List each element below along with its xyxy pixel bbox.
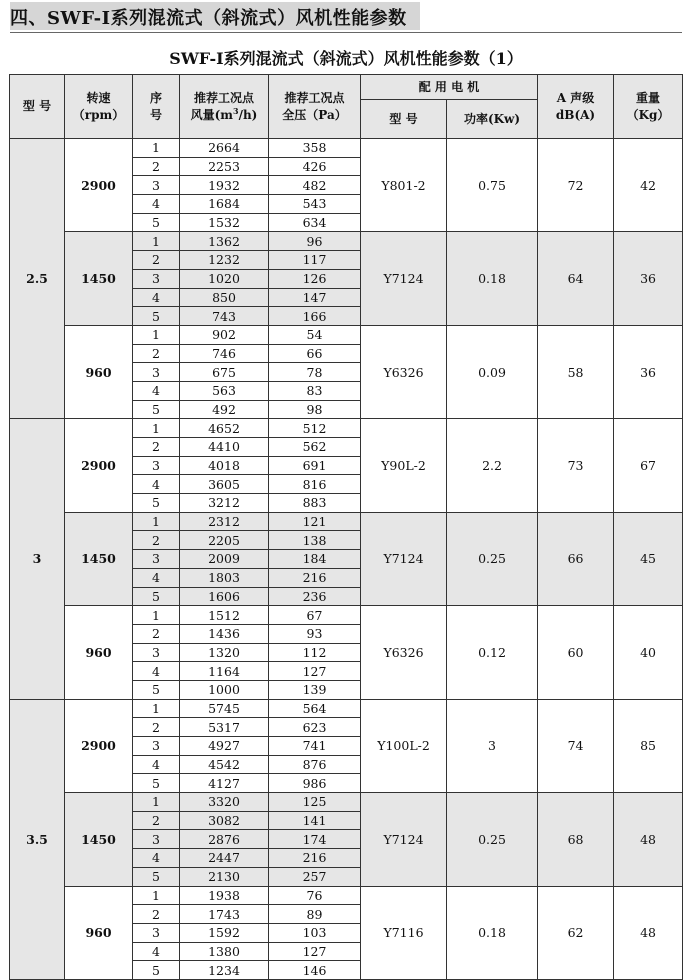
seq-cell: 5 (133, 867, 180, 886)
flow-cell: 850 (180, 288, 269, 307)
speed-cell: 1450 (65, 232, 133, 325)
flow-cell: 4542 (180, 755, 269, 774)
section-header (10, 2, 420, 30)
seq-cell: 4 (133, 475, 180, 494)
seq-cell: 2 (133, 438, 180, 457)
flow-cell: 746 (180, 344, 269, 363)
noise-level-cell: 66 (538, 512, 614, 605)
header-seq: 序 号 (133, 75, 180, 139)
table-row (10, 793, 683, 812)
seq-cell: 3 (133, 923, 180, 942)
flow-cell: 1000 (180, 680, 269, 699)
flow-cell: 5745 (180, 699, 269, 718)
pressure-cell: 358 (269, 139, 361, 158)
seq-cell: 2 (133, 157, 180, 176)
pressure-cell: 117 (269, 251, 361, 270)
pressure-cell: 98 (269, 400, 361, 419)
pressure-cell: 103 (269, 923, 361, 942)
table-body (10, 139, 683, 980)
flow-cell: 675 (180, 363, 269, 382)
motor-model-cell: Y100L-2 (361, 699, 447, 792)
pressure-cell: 121 (269, 512, 361, 531)
pressure-cell: 986 (269, 774, 361, 793)
pressure-cell: 623 (269, 718, 361, 737)
motor-model-cell: Y7116 (361, 886, 447, 979)
flow-cell: 1436 (180, 624, 269, 643)
pressure-cell: 78 (269, 363, 361, 382)
speed-cell: 960 (65, 886, 133, 979)
table-row (10, 699, 683, 718)
pressure-cell: 562 (269, 438, 361, 457)
noise-level-cell: 74 (538, 699, 614, 792)
seq-cell: 1 (133, 232, 180, 251)
header-row-1 (10, 75, 683, 100)
flow-cell: 1803 (180, 568, 269, 587)
motor-model-cell: Y801-2 (361, 139, 447, 232)
table-row (10, 139, 683, 158)
flow-cell: 1743 (180, 905, 269, 924)
seq-cell: 5 (133, 494, 180, 513)
pressure-cell: 141 (269, 811, 361, 830)
seq-cell: 2 (133, 251, 180, 270)
pressure-cell: 691 (269, 456, 361, 475)
flow-cell: 1606 (180, 587, 269, 606)
seq-cell: 1 (133, 512, 180, 531)
seq-cell: 1 (133, 699, 180, 718)
flow-cell: 1380 (180, 942, 269, 961)
weight-cell: 67 (614, 419, 683, 512)
flow-cell: 1164 (180, 662, 269, 681)
weight-cell: 40 (614, 606, 683, 699)
seq-cell: 5 (133, 307, 180, 326)
motor-power-cell: 2.2 (447, 419, 538, 512)
header-flow: 推荐工况点 风量$(m^3/h)$ (180, 75, 269, 139)
flow-cell: 5317 (180, 718, 269, 737)
header-speed: 转速 （rpm） (65, 75, 133, 139)
pressure-cell: 112 (269, 643, 361, 662)
model-size-cell: 3.5 (10, 699, 65, 979)
pressure-cell: 216 (269, 849, 361, 868)
seq-cell: 3 (133, 363, 180, 382)
noise-level-cell: 60 (538, 606, 614, 699)
flow-cell: 1512 (180, 606, 269, 625)
motor-power-cell: 3 (447, 699, 538, 792)
flow-cell: 3605 (180, 475, 269, 494)
pressure-cell: 54 (269, 325, 361, 344)
seq-cell: 2 (133, 905, 180, 924)
pressure-cell: 883 (269, 494, 361, 513)
header-motor-model: 型 号 (361, 100, 447, 139)
flow-cell: 1532 (180, 213, 269, 232)
seq-cell: 5 (133, 774, 180, 793)
flow-cell: 563 (180, 381, 269, 400)
pressure-cell: 426 (269, 157, 361, 176)
noise-level-cell: 62 (538, 886, 614, 979)
motor-model-cell: Y7124 (361, 793, 447, 886)
motor-model-cell: Y7124 (361, 232, 447, 325)
speed-cell: 2900 (65, 139, 133, 232)
pressure-cell: 216 (269, 568, 361, 587)
pressure-cell: 634 (269, 213, 361, 232)
seq-cell: 5 (133, 680, 180, 699)
pressure-cell: 166 (269, 307, 361, 326)
seq-cell: 3 (133, 830, 180, 849)
seq-cell: 2 (133, 718, 180, 737)
motor-power-cell: 0.25 (447, 793, 538, 886)
seq-cell: 2 (133, 811, 180, 830)
pressure-cell: 138 (269, 531, 361, 550)
noise-level-cell: 64 (538, 232, 614, 325)
pressure-cell: 76 (269, 886, 361, 905)
flow-cell: 1232 (180, 251, 269, 270)
flow-cell: 4927 (180, 737, 269, 756)
pressure-cell: 146 (269, 961, 361, 980)
header-weight: 重量 （Kg） (614, 75, 683, 139)
pressure-cell: 816 (269, 475, 361, 494)
fan-performance-table (9, 74, 683, 980)
noise-level-cell: 58 (538, 325, 614, 418)
flow-cell: 743 (180, 307, 269, 326)
weight-cell: 36 (614, 232, 683, 325)
seq-cell: 4 (133, 568, 180, 587)
seq-cell: 4 (133, 755, 180, 774)
motor-power-cell: 0.09 (447, 325, 538, 418)
seq-cell: 2 (133, 344, 180, 363)
table-row (10, 606, 683, 625)
noise-level-cell: 68 (538, 793, 614, 886)
speed-cell: 1450 (65, 793, 133, 886)
section-divider (10, 32, 682, 33)
flow-cell: 3082 (180, 811, 269, 830)
flow-cell: 4652 (180, 419, 269, 438)
section-title: 四、SWF-Ⅰ系列混流式（斜流式）风机性能参数 (10, 8, 407, 29)
speed-cell: 1450 (65, 512, 133, 605)
speed-cell: 960 (65, 606, 133, 699)
pressure-cell: 876 (269, 755, 361, 774)
seq-cell: 1 (133, 886, 180, 905)
flow-cell: 1234 (180, 961, 269, 980)
flow-cell: 4410 (180, 438, 269, 457)
table-row (10, 419, 683, 438)
seq-cell: 5 (133, 400, 180, 419)
header-pressure: 推荐工况点 全压（Pa） (269, 75, 361, 139)
flow-cell: 902 (180, 325, 269, 344)
motor-model-cell: Y6326 (361, 325, 447, 418)
header-motor: 配 用 电 机 (361, 75, 538, 100)
pressure-cell: 83 (269, 381, 361, 400)
seq-cell: 2 (133, 624, 180, 643)
flow-cell: 1362 (180, 232, 269, 251)
pressure-cell: 236 (269, 587, 361, 606)
pressure-cell: 125 (269, 793, 361, 812)
seq-cell: 4 (133, 195, 180, 214)
seq-cell: 3 (133, 456, 180, 475)
motor-power-cell: 0.18 (447, 886, 538, 979)
noise-level-cell: 72 (538, 139, 614, 232)
flow-cell: 2253 (180, 157, 269, 176)
motor-power-cell: 0.18 (447, 232, 538, 325)
speed-cell: 2900 (65, 699, 133, 792)
table-title: SWF-Ⅰ系列混流式（斜流式）风机性能参数（1） (169, 49, 523, 68)
flow-cell: 1938 (180, 886, 269, 905)
flow-cell: 4127 (180, 774, 269, 793)
pressure-cell: 139 (269, 680, 361, 699)
table-row (10, 232, 683, 251)
flow-cell: 2447 (180, 849, 269, 868)
flow-cell: 2312 (180, 512, 269, 531)
pressure-cell: 482 (269, 176, 361, 195)
pressure-cell: 127 (269, 662, 361, 681)
flow-cell: 3320 (180, 793, 269, 812)
motor-power-cell: 0.75 (447, 139, 538, 232)
pressure-cell: 543 (269, 195, 361, 214)
flow-cell: 492 (180, 400, 269, 419)
pressure-cell: 67 (269, 606, 361, 625)
header-motor-power: 功率(Kw) (447, 100, 538, 139)
model-size-cell: 3 (10, 419, 65, 699)
seq-cell: 4 (133, 288, 180, 307)
flow-cell: 2009 (180, 550, 269, 569)
motor-power-cell: 0.12 (447, 606, 538, 699)
seq-cell: 4 (133, 381, 180, 400)
weight-cell: 42 (614, 139, 683, 232)
seq-cell: 5 (133, 961, 180, 980)
seq-cell: 3 (133, 550, 180, 569)
seq-cell: 1 (133, 606, 180, 625)
seq-cell: 5 (133, 213, 180, 232)
pressure-cell: 126 (269, 269, 361, 288)
seq-cell: 1 (133, 139, 180, 158)
seq-cell: 1 (133, 419, 180, 438)
flow-cell: 1320 (180, 643, 269, 662)
pressure-cell: 564 (269, 699, 361, 718)
seq-cell: 1 (133, 325, 180, 344)
pressure-cell: 741 (269, 737, 361, 756)
motor-model-cell: Y90L-2 (361, 419, 447, 512)
pressure-cell: 147 (269, 288, 361, 307)
flow-cell: 2876 (180, 830, 269, 849)
pressure-cell: 184 (269, 550, 361, 569)
motor-model-cell: Y6326 (361, 606, 447, 699)
flow-cell: 2664 (180, 139, 269, 158)
pressure-cell: 89 (269, 905, 361, 924)
motor-power-cell: 0.25 (447, 512, 538, 605)
seq-cell: 4 (133, 942, 180, 961)
seq-cell: 5 (133, 587, 180, 606)
weight-cell: 36 (614, 325, 683, 418)
table-row (10, 512, 683, 531)
header-model: 型 号 (10, 75, 65, 139)
weight-cell: 85 (614, 699, 683, 792)
pressure-cell: 93 (269, 624, 361, 643)
seq-cell: 1 (133, 793, 180, 812)
seq-cell: 3 (133, 269, 180, 288)
flow-cell: 1592 (180, 923, 269, 942)
table-row (10, 325, 683, 344)
seq-cell: 3 (133, 737, 180, 756)
speed-cell: 2900 (65, 419, 133, 512)
flow-cell: 2130 (180, 867, 269, 886)
flow-cell: 4018 (180, 456, 269, 475)
pressure-cell: 512 (269, 419, 361, 438)
flow-cell: 3212 (180, 494, 269, 513)
flow-cell: 1932 (180, 176, 269, 195)
pressure-cell: 257 (269, 867, 361, 886)
seq-cell: 2 (133, 531, 180, 550)
speed-cell: 960 (65, 325, 133, 418)
weight-cell: 48 (614, 793, 683, 886)
seq-cell: 3 (133, 643, 180, 662)
pressure-cell: 174 (269, 830, 361, 849)
flow-cell: 1684 (180, 195, 269, 214)
seq-cell: 3 (133, 176, 180, 195)
table-row (10, 886, 683, 905)
pressure-cell: 96 (269, 232, 361, 251)
weight-cell: 48 (614, 886, 683, 979)
pressure-cell: 127 (269, 942, 361, 961)
weight-cell: 45 (614, 512, 683, 605)
seq-cell: 4 (133, 662, 180, 681)
model-size-cell: 2.5 (10, 139, 65, 419)
header-noise: A 声级 dB(A) (538, 75, 614, 139)
motor-model-cell: Y7124 (361, 512, 447, 605)
flow-cell: 2205 (180, 531, 269, 550)
seq-cell: 4 (133, 849, 180, 868)
pressure-cell: 66 (269, 344, 361, 363)
flow-cell: 1020 (180, 269, 269, 288)
noise-level-cell: 73 (538, 419, 614, 512)
